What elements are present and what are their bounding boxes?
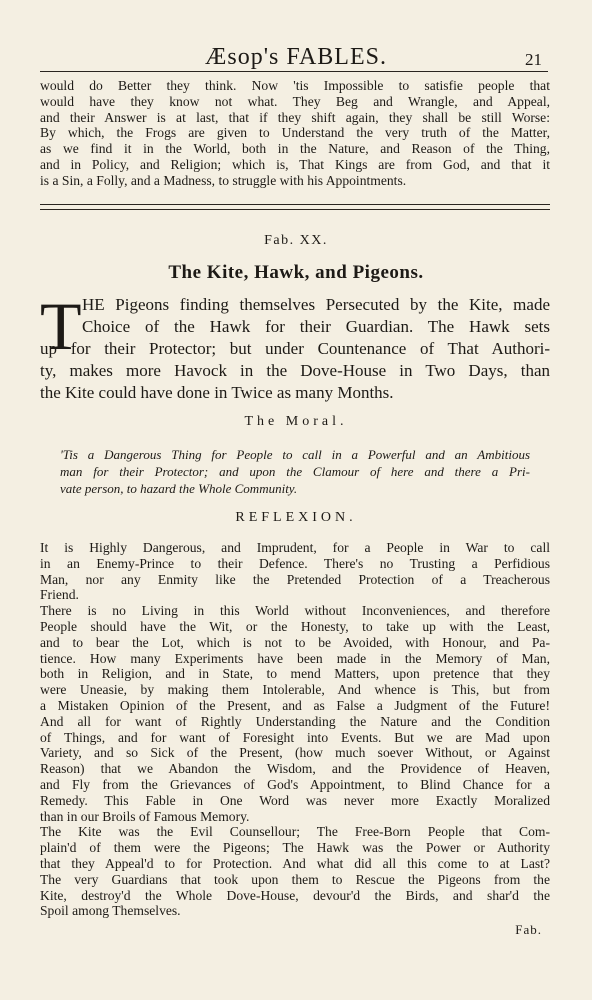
reflexion-line: both in Religion, and in State, to mend Matters, upon pretence that they [40,666,550,682]
reflexion-line: plain'd of them were the Pigeons; The Hawk was the Power or Authority [40,840,550,856]
reflexion-line: in an Enemy-Prince to their Defence. There's no Trusting a Perfidious [40,555,550,571]
intro-line: would have they know not what. They Beg and Wrangle, and Appeal, [40,93,550,109]
drop-cap: T [40,288,82,364]
fable-title: The Kite, Hawk, and Pigeons. [168,262,424,283]
reflexion-line: tience. How many Experiments have been made in the Memory of Man, [40,650,550,666]
reflexion-line: It is Highly Dangerous, and Imprudent, for a People in War to call [40,540,550,555]
fable-line: ty, makes more Havock in the Dove-House in Two Days, than [40,361,550,380]
reflexion-heading: REFLEXION. [235,510,357,525]
intro-line: would do Better they think. Now 'tis Impossible to satisfie people that [40,78,550,93]
page-number: 21 [525,50,542,69]
intro-line: as we find it in the World, both in the Nature, and Reason of the Thing, [40,141,550,157]
moral-heading: The Moral. [244,414,348,429]
reflexion-line: and to bear the Lot, which is not to be Avoided, with Honour, and Pa- [40,634,550,650]
running-title: Æsop's FABLES. [205,44,387,70]
fable-line: up for their Protector; but under Countenance of That Authori- [40,339,550,358]
moral-line: 'Tis a Dangerous Thing for People to call in a Powerful and an Ambitious [60,447,530,462]
intro-line: and in Policy, and Religion; which is, That Kings are from God, and that it [40,156,550,172]
reflexion-line: Remedy. This Fable in One Word was never more Exactly Moralized [40,792,550,808]
intro-line: and their Answer is at last, that if they shift again, they shall be still Worse: [40,109,550,125]
moral-line: man for their Protector; and upon the Clamour of here and there a Pri- [60,464,530,479]
fable-number: Fab. XX. [264,233,328,248]
catchword: Fab. [515,922,542,937]
header-rule [40,71,548,72]
reflexion-line: and Fly from the Grievances of God's Appointment, to Blind Chance for a [40,776,550,792]
reflexion-line: There is no Living in this World without Inconveniences, and therefore [40,603,550,619]
reflexion-line: Spoil among Themselves. [40,903,181,919]
reflexion-line: Man, nor any Enmity like the Pretended Protection of a Treacherous [40,571,550,587]
fable-line: the Kite could have done in Twice as many Months. [40,383,394,402]
reflexion-text [40,540,550,919]
reflexion-line: The very Guardians that took upon them to Rescue the Pigeons from the [40,871,550,887]
fable-line: HE Pigeons finding themselves Persecuted by the Kite, made [82,295,550,314]
reflexion-line: were Uneasie, by making them Intolerable, And whence is This, but from [40,682,550,698]
fable-text [40,288,550,404]
intro-line: is a Sin, a Folly, and a Madness, to struggle with his Appointments. [40,172,407,188]
reflexion-line: The Kite was the Evil Counsellour; The Free-Born People that Com- [40,824,550,840]
running-head [0,44,592,74]
intro-line: By which, the Frogs are given to Understand the very truth of the Matter, [40,125,550,141]
reflexion-line: than in our Broils of Famous Memory. [40,808,250,824]
reflexion-line: Kite, destroy'd the Whole Dove-House, devour'd the Birds, and shar'd the [40,887,550,903]
reflexion-line: And all for want of Rightly Understanding the Nature and the Condition [40,713,550,729]
section-divider [40,204,550,210]
fable-line: Choice of the Hawk for their Guardian. The Hawk sets [82,317,550,336]
reflexion-line: of Things, and for want of Foresight into Events. But we are Mad upon [40,729,550,745]
reflexion-line: Reason) that we Abandon the Wisdom, and the Providence of Heaven, [40,761,550,777]
moral-text [60,446,530,497]
reflexion-line: Variety, and so Sick of the Present, (how much soever Without, or Against [40,745,550,761]
reflexion-line: that they Appeal'd to for Protection. And what did all this come to at Last? [40,855,550,871]
intro-paragraph [40,78,550,189]
reflexion-line: a Mistaken Opinion of the Present, and as False a Judgment of the Future! [40,697,550,713]
reflexion-line: Friend. [40,587,79,603]
reflexion-line: People should have the Wit, or the Honesty, to take up with the Least, [40,618,550,634]
moral-line: vate person, to hazard the Whole Community. [60,481,298,496]
